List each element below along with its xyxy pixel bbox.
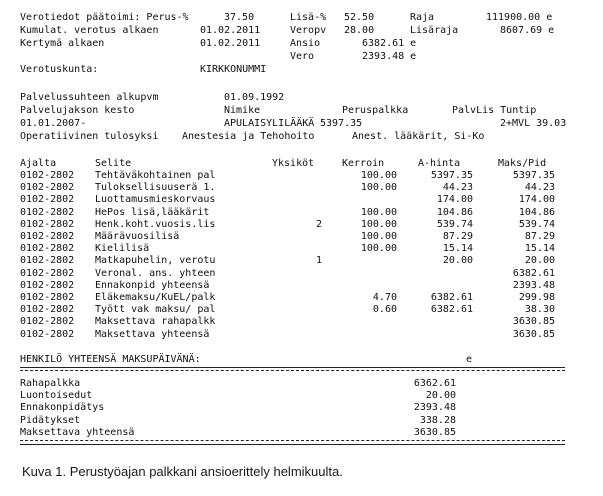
row-amount: 3630.85 [512,316,555,328]
row-amount: 174.00 [518,194,555,206]
tax-days: 28.00 [344,25,375,36]
row-period: 0102-2802 [20,255,75,267]
row-coefficient: 0.60 [372,304,397,316]
service-period-header: Palvelujakson kesto [20,105,135,116]
row-amount: 3630.85 [512,328,555,340]
col-period-header: Ajalta [20,158,57,169]
totals-currency: e [466,354,473,365]
tax-info-label: Verotiedot päätoimi: Perus-% [20,12,189,23]
employment-start-value: 01.09.1992 [224,92,285,103]
municipality-value: KIRKKONUMMI [200,64,267,75]
row-coefficient: 100.00 [360,206,397,218]
row-coefficient: 100.00 [360,170,397,181]
row-coefficient: 4.70 [372,292,397,303]
row-amount: 104.86 [518,206,555,218]
row-unit-price: 104.86 [436,206,473,218]
row-description: Tyött vak maksu/ pal [95,304,216,316]
row-coefficient: 100.00 [360,243,397,255]
earnings-value: 6382.61 e [362,38,417,49]
row-amount: 44.23 [524,182,555,194]
col-desc-header: Selite [95,158,132,169]
col-coef-header: Kerroin [342,158,385,169]
row-description: Kielilisä [95,243,150,255]
row-period: 0102-2802 [20,328,75,340]
allowance-hourly-value: 2+MVL 39.03 [500,118,567,129]
tax-value: 2393.48 e [362,51,417,62]
row-description: Luottamusmieskorvaus [95,194,216,206]
row-amount: 38.30 [524,304,555,316]
municipality-label: Verotuskunta: [20,64,99,75]
row-unit-price: 44.23 [442,182,473,194]
row-unit-price: 174.00 [436,194,473,206]
allowance-hourly-header: PalvLis Tuntip [452,105,537,116]
col-price-header: A-hinta [418,158,461,169]
row-description: Henk.koht.vuosis.lis [95,218,216,230]
row-description: Tehtäväkohtainen pal [95,170,216,181]
row-unit-price: 87.29 [442,231,473,242]
totals-value: 2393.48 [413,402,456,414]
row-description: Ennakonpid yhteensä [95,279,210,291]
row-unit-price: 5397.35 [430,170,473,181]
row-period: 0102-2802 [20,292,75,303]
row-amount: 20.00 [524,255,555,267]
limit-label: Raja [410,12,435,23]
cumulative-tax-label: Kumulat. verotus alkaen [20,25,159,36]
row-description: Tuloksellisuuserä 1. [95,182,216,194]
row-period: 0102-2802 [20,304,75,316]
row-period: 0102-2802 [20,231,75,242]
totals-value: 6362.61 [413,378,456,389]
row-amount: 299.98 [518,292,555,303]
base-salary-value: 5397.35 [320,118,363,129]
row-unit-price: 20.00 [442,255,473,267]
divider-line-bottom [20,444,565,445]
totals-label: Maksettava yhteensä [20,426,135,438]
row-description: Matkapuhelin, verotu [95,255,216,267]
row-period: 0102-2802 [20,194,75,206]
divider-dashed-bottom [20,440,565,441]
extra-limit-label: Lisäraja [410,25,459,36]
figure-caption: Kuva 1. Perustyöajan palkkani ansioerittely helmikuulta. [22,464,343,479]
base-percent: 37.50 [224,12,255,23]
totals-value: 20.00 [425,390,456,402]
additional-percent-label: Lisä-% [290,12,327,23]
row-amount: 5397.35 [512,170,555,181]
operating-unit-value: Anestesia ja Tehohoito [182,131,315,142]
totals-header: HENKILÖ YHTEENSÄ MAKSUPÄIVÄNÄ: [20,354,201,365]
row-description: Maksettava yhteensä [95,328,210,340]
row-period: 0102-2802 [20,182,75,194]
tax-days-label: Veropv [290,25,327,36]
divider-dashed [20,370,565,371]
limit-value: 111900.00 e [486,12,553,23]
row-description: HePos lisä,lääkärit [95,206,210,218]
title-value: APULAISYLILÄÄKÄ [224,118,315,129]
totals-label: Luontoisedut [20,390,93,402]
row-amount: 87.29 [524,231,555,242]
row-period: 0102-2802 [20,170,75,181]
row-description: Eläkemaksu/KuEL/palk [95,292,216,303]
base-salary-header: Peruspalkka [342,105,409,116]
totals-value: 338.28 [419,414,456,426]
row-period: 0102-2802 [20,267,75,279]
row-unit-price: 539.74 [436,218,473,230]
row-coefficient: 100.00 [360,218,397,230]
row-period: 0102-2802 [20,279,75,291]
totals-label: Ennakonpidätys [20,402,105,414]
service-period-value: 01.01.2007- [20,118,87,129]
row-period: 0102-2802 [20,316,75,328]
tax-label: Vero [290,51,315,62]
accrual-date: 01.02.2011 [200,38,261,49]
earnings-label: Ansio [290,38,321,49]
row-description: Veronal. ans. yhteen [95,267,216,279]
row-amount: 6382.61 [512,267,555,279]
accrual-label: Kertymä alkaen [20,38,105,49]
totals-value: 3630.85 [413,426,456,438]
row-coefficient: 100.00 [360,231,397,242]
operating-unit-extra: Anest. lääkärit, Si-Ko [352,131,485,142]
row-unit-price: 15.14 [442,243,473,255]
row-coefficient: 100.00 [360,182,397,194]
row-period: 0102-2802 [20,243,75,255]
operating-unit-label: Operatiivinen tulosyksi [20,131,159,142]
row-amount: 539.74 [518,218,555,230]
row-period: 0102-2802 [20,218,75,230]
row-unit-price: 6382.61 [430,304,473,316]
row-description: Määrävuosilisä [95,231,180,242]
title-header: Nimike [224,105,261,116]
row-period: 0102-2802 [20,206,75,218]
employment-start-label: Palvelussuhteen alkupvm [20,92,159,103]
cumulative-tax-date: 01.02.2011 [200,25,261,36]
totals-label: Rahapalkka [20,378,81,389]
divider-line [20,367,565,368]
row-description: Maksettava rahapalkk [95,316,216,328]
row-units: 2 [315,218,322,230]
row-amount: 15.14 [524,243,555,255]
row-units: 1 [315,255,322,267]
additional-percent: 52.50 [344,12,375,23]
col-amount-header: Maks/Pid [498,158,547,169]
row-amount: 2393.48 [512,279,555,291]
totals-label: Pidätykset [20,414,81,426]
extra-limit-value: 8607.69 e [500,25,555,36]
row-unit-price: 6382.61 [430,292,473,303]
col-units-header: Yksiköt [272,158,315,169]
